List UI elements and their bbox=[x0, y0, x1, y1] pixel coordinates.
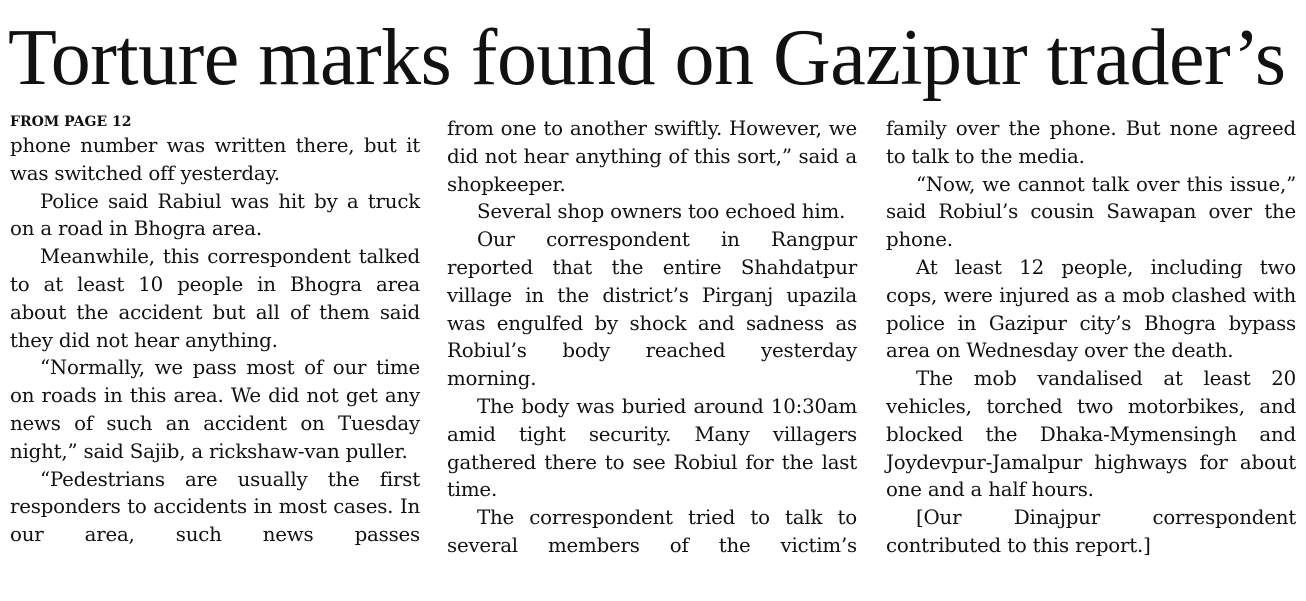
article-headline: Torture marks found on Gazipur trader’s bbox=[8, 14, 1286, 102]
paragraph: Meanwhile, this correspondent talked to at least 10 people in Bhogra area about the accident but all of them said they did not hear anything. bbox=[10, 245, 420, 352]
paragraph: Several shop owners too echoed him. bbox=[477, 200, 846, 224]
paragraph: phone number was written there, but it was switched off yesterday. bbox=[10, 134, 420, 185]
paragraph: The body was buried around 10:30am amid tight security. Many villagers gathered there to see Robiul for the last time. bbox=[447, 394, 857, 502]
continued-from-label: FROM PAGE 12 bbox=[10, 114, 132, 130]
paragraph: “Pedestrians are usually the first responders to accidents in most cases. In our area, such news passes bbox=[10, 467, 420, 547]
article-column-3 bbox=[886, 115, 1296, 560]
paragraph: [Our Dinajpur correspondent contributed to this report.] bbox=[886, 506, 1296, 557]
article-column-1 bbox=[10, 112, 420, 549]
paragraph: “Normally, we pass most of our time on roads in this area. We did not get any news of such an accident on Tuesday night,” said Sajib, a rickshaw-van puller. bbox=[10, 356, 420, 463]
paragraph: The mob vandalised at least 20 vehicles, torched two motorbikes, and blocked the Dhaka-Mymensingh and Joydevpur-Jamalpur highways for about one and a half hours. bbox=[886, 367, 1296, 502]
paragraph: from one to another swiftly. However, we did not hear anything of this sort,” said a shopkeeper. bbox=[447, 117, 857, 196]
paragraph: “Now, we cannot talk over this issue,” said Robiul’s cousin Sawapan over the phone. bbox=[886, 172, 1296, 252]
article-column-2 bbox=[447, 115, 857, 560]
paragraph: family over the phone. But none agreed to talk to the media. bbox=[886, 117, 1296, 168]
paragraph: Police said Rabiul was hit by a truck on a road in Bhogra area. bbox=[10, 189, 420, 241]
paragraph: Our correspondent in Rangpur reported that the entire Shahdatpur village in the district’s Pirganj upazila was engulfed by shock and sadness as Robiul’s body reached yesterday morning. bbox=[447, 228, 857, 391]
paragraph: At least 12 people, including two cops, were injured as a mob clashed with police in Gazipur city’s Bhogra bypass area on Wednesday over the death. bbox=[886, 255, 1296, 363]
paragraph: The correspondent tried to talk to several members of the victim’s bbox=[447, 506, 857, 557]
